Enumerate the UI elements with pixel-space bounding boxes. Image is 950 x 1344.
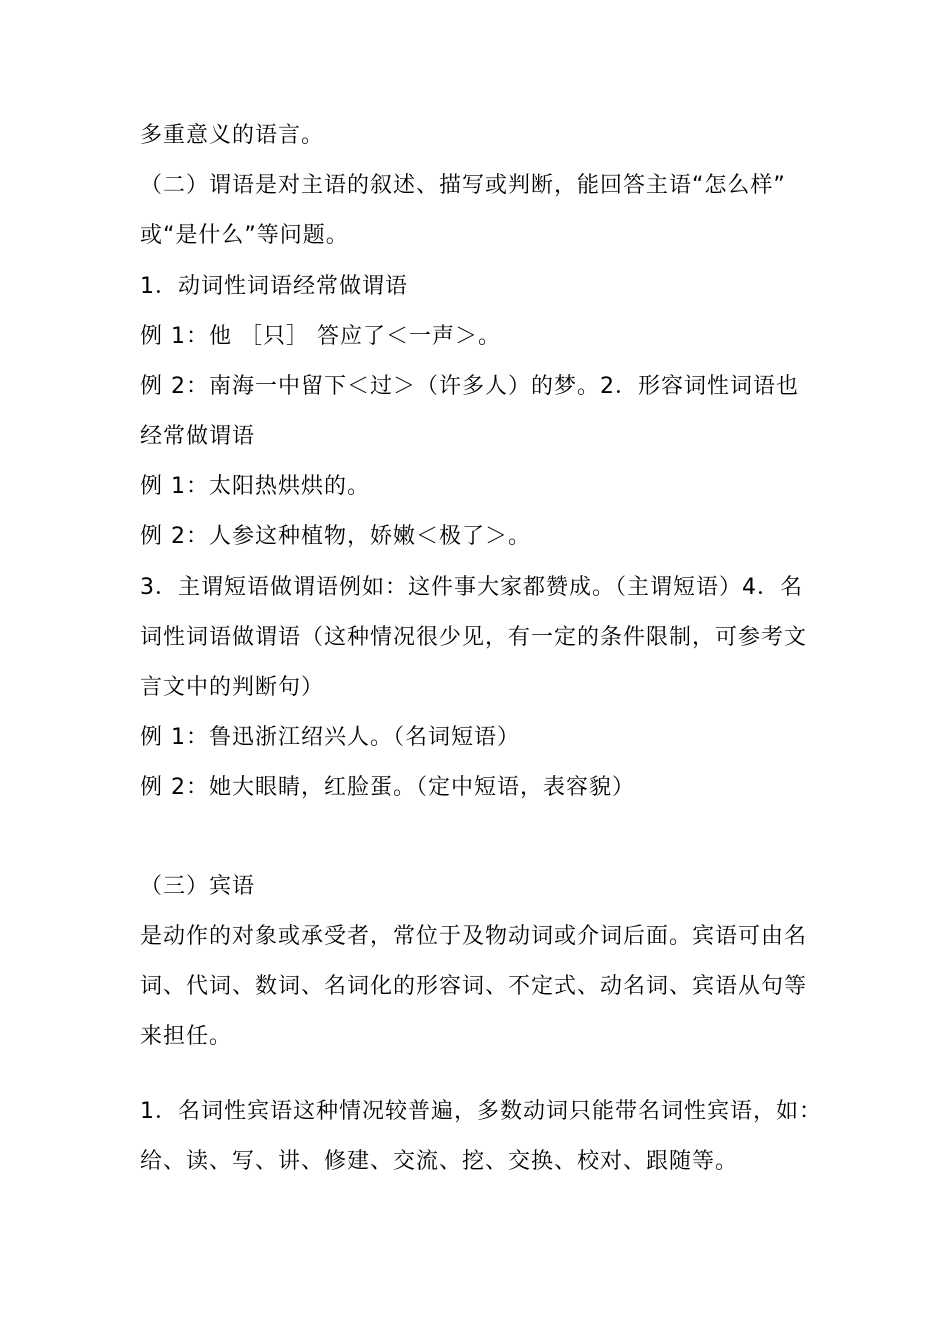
text-line: 1．动词性词语经常做谓语 xyxy=(140,274,408,299)
text-line: 例 2：南海一中留下＜过＞（许多人）的梦。2．形容词性词语也 xyxy=(140,374,799,399)
text-line: 言文中的判断句） xyxy=(140,675,325,700)
text-line: 词、代词、数词、名词化的形容词、不定式、动名词、宾语从句等 xyxy=(140,974,808,999)
text-line: 词性词语做谓语（这种情况很少见，有一定的条件限制，可参考文 xyxy=(140,625,808,650)
text-line: 例 2：人参这种植物，娇嫩＜极了＞。 xyxy=(140,524,531,549)
text-line: 多重意义的语言。 xyxy=(140,123,325,148)
text-line: 1．名词性宾语这种情况较普遍，多数动词只能带名词性宾语，如： xyxy=(140,1099,822,1124)
text-line: 例 1：鲁迅浙江绍兴人。（名词短语） xyxy=(140,725,520,750)
text-line: 例 1：他 ［只］ 答应了＜一声＞。 xyxy=(140,324,501,349)
text-line: 或“是什么”等问题。 xyxy=(140,223,349,248)
text-line: 来担任。 xyxy=(140,1024,233,1049)
text-line: 例 1：太阳热烘烘的。 xyxy=(140,474,370,499)
text-line: 是动作的对象或承受者，常位于及物动词或介词后面。宾语可由名 xyxy=(140,924,808,949)
text-line: 给、读、写、讲、修建、交流、挖、交换、校对、跟随等。 xyxy=(140,1149,739,1174)
text-line: （二）谓语是对主语的叙述、描写或判断，能回答主语“怎么样” xyxy=(140,173,786,198)
text-line: 3．主谓短语做谓语例如：这件事大家都赞成。（主谓短语）4．名 xyxy=(140,575,803,600)
text-line: 例 2：她大眼睛，红脸蛋。（定中短语，表容貌） xyxy=(140,775,635,800)
section-heading: （三）宾语 xyxy=(140,874,256,899)
text-line: 经常做谓语 xyxy=(140,424,256,449)
